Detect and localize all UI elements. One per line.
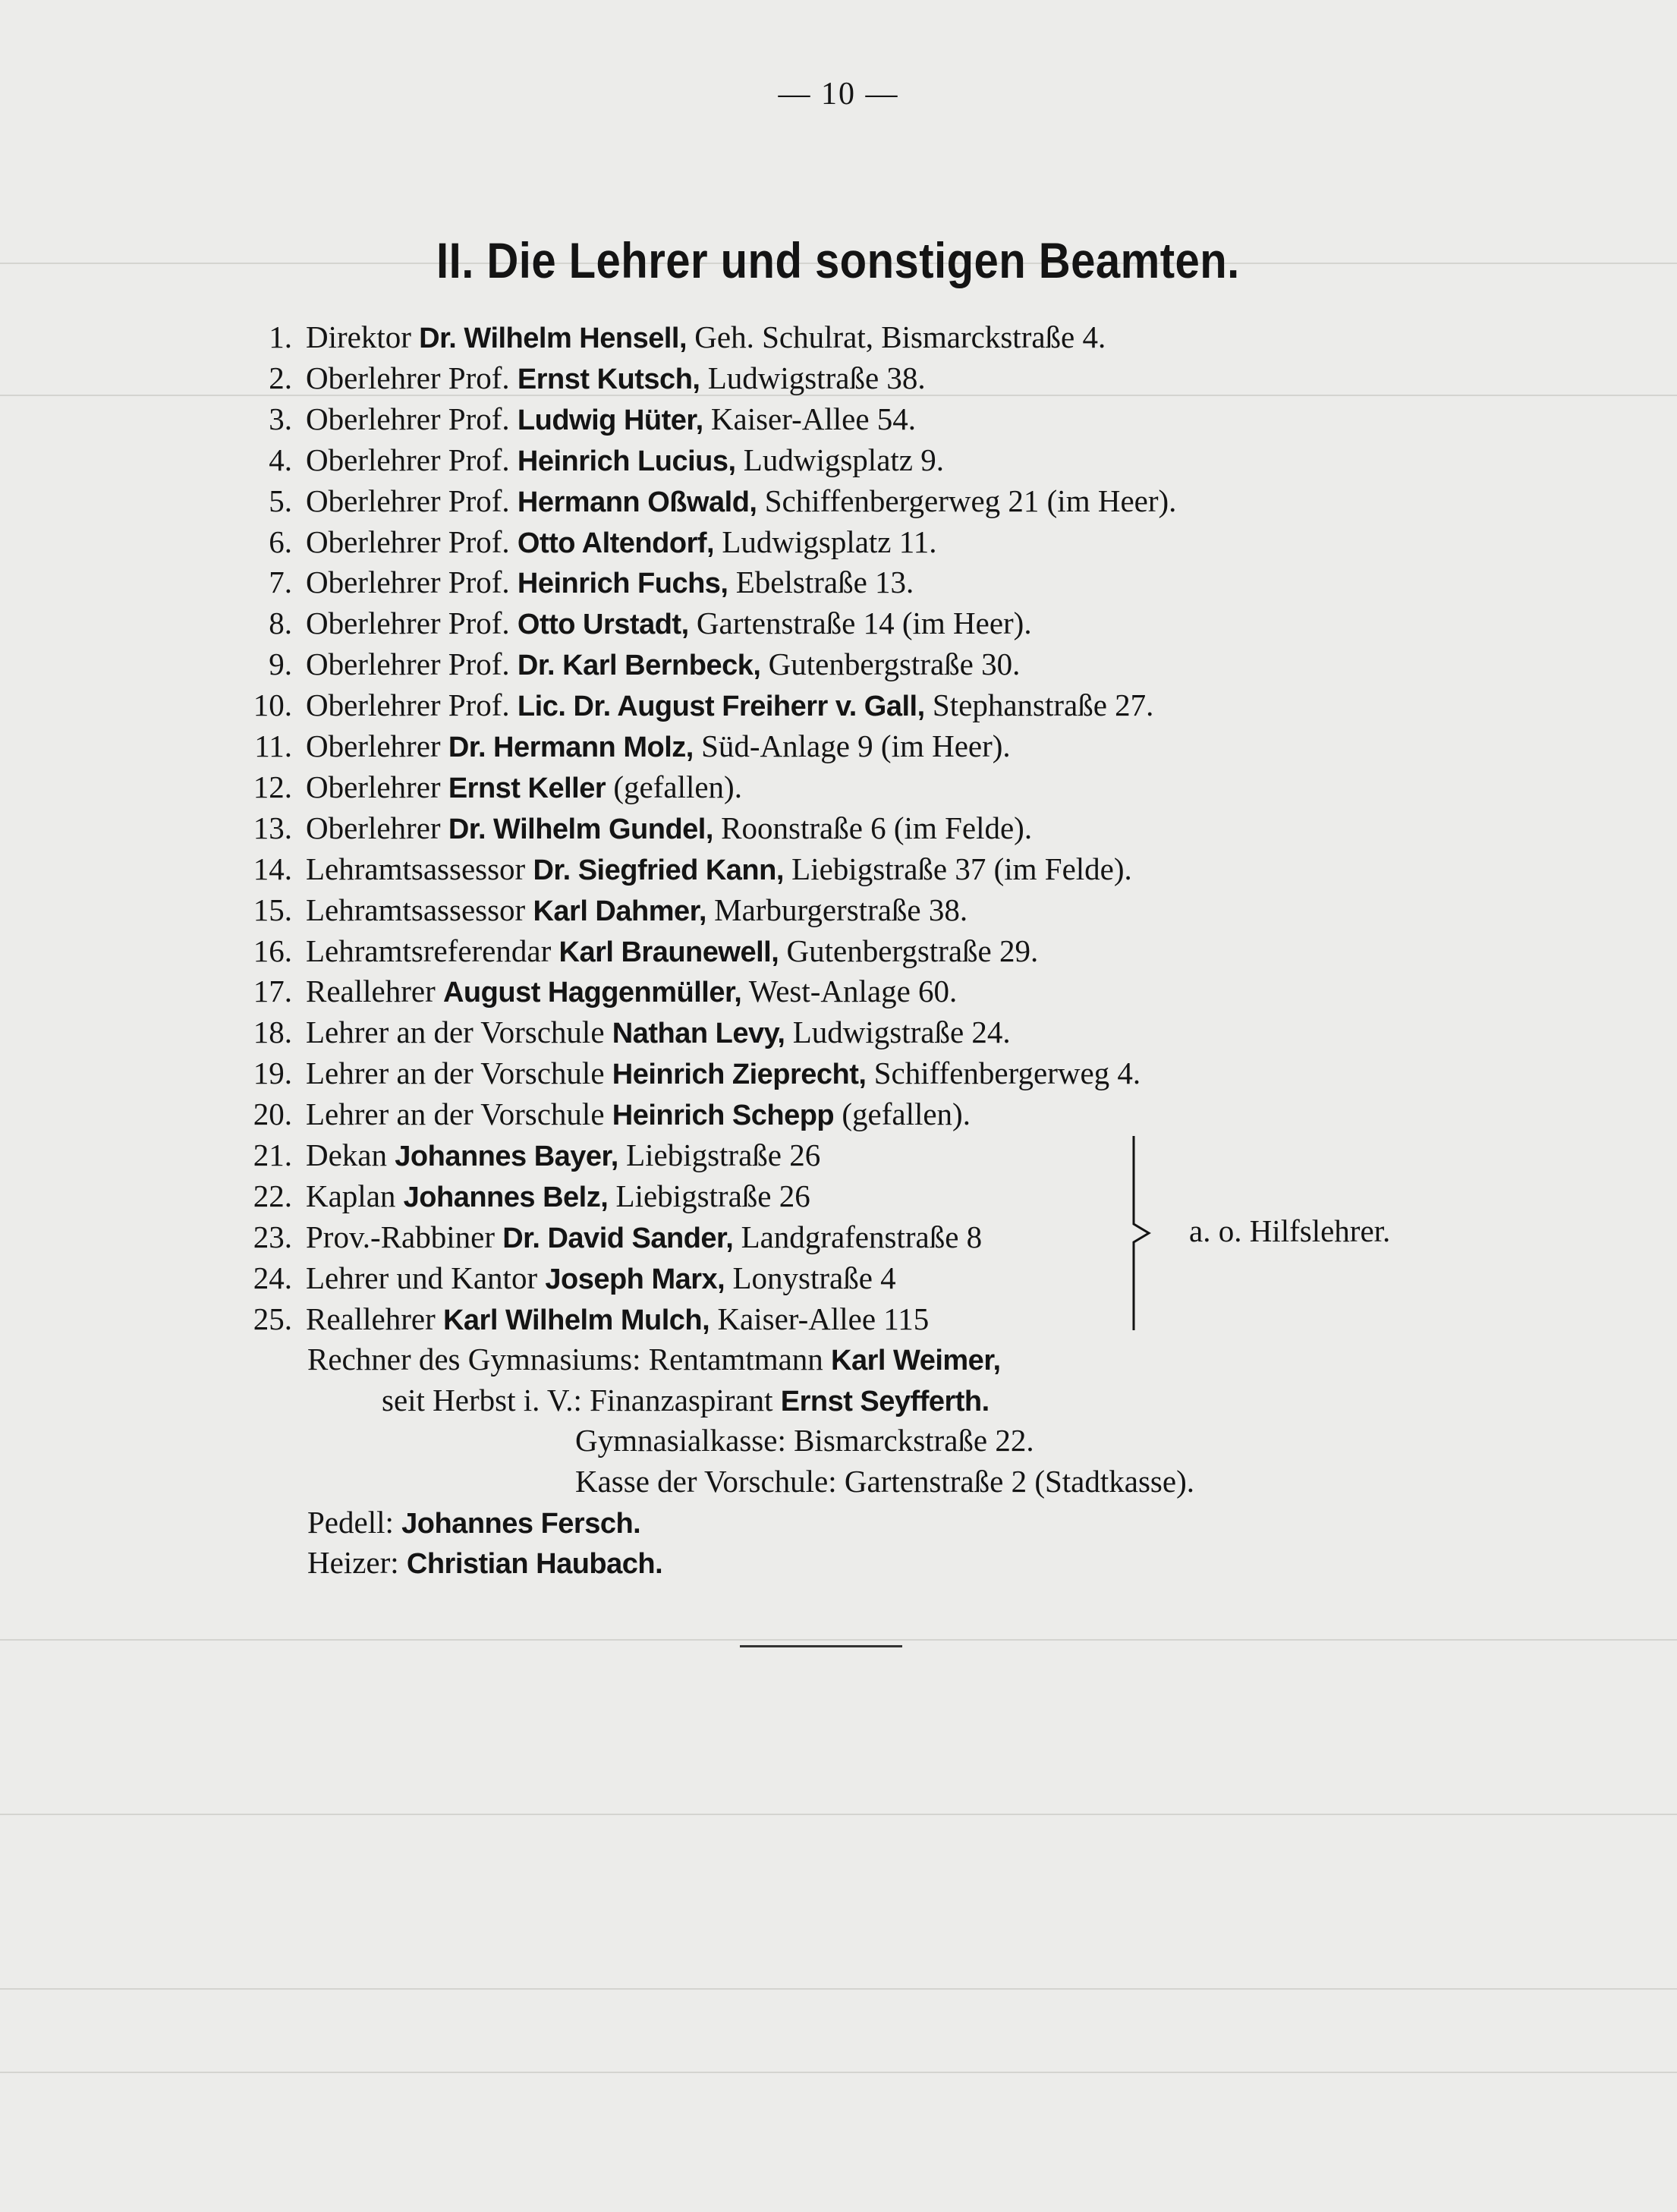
preparatory-school-cash-office: Kasse der Vorschule: Gartenstraße 2 (Stadtkasse). — [575, 1464, 1194, 1499]
staff-title: Oberlehrer Prof. — [306, 524, 510, 559]
staff-title: Oberlehrer Prof. — [306, 688, 510, 723]
staff-number: 6. — [269, 524, 292, 559]
closing-rule — [740, 1645, 902, 1647]
staff-title: Lehrer an der Vorschule — [306, 1015, 605, 1050]
staff-name: Johannes Belz, — [403, 1181, 609, 1213]
staff-title: Oberlehrer Prof. — [306, 360, 510, 395]
staff-title: Lehrer und Kantor — [306, 1260, 538, 1295]
staff-number: 12. — [253, 769, 292, 804]
staff-title: Reallehrer — [306, 1301, 436, 1336]
staff-name: Nathan Levy, — [612, 1018, 785, 1050]
brace-bracket — [1123, 1134, 1156, 1332]
bleed-through-line — [0, 2072, 1677, 2073]
staff-title: Lehrer an der Vorschule — [306, 1097, 605, 1132]
staff-title: Lehramtsreferendar — [306, 933, 552, 968]
pedell-name: Johannes Fersch. — [401, 1508, 641, 1540]
staff-number: 10. — [253, 688, 292, 723]
staff-name: Karl Wilhelm Mulch, — [442, 1304, 710, 1336]
staff-title: Oberlehrer Prof. — [306, 483, 510, 518]
staff-text — [306, 1094, 971, 1135]
staff-number: 23. — [253, 1219, 292, 1254]
cashier-line — [307, 1339, 1001, 1380]
staff-address: Süd-Anlage 9 (im Heer). — [701, 728, 1011, 763]
staff-title: Oberlehrer Prof. — [306, 401, 510, 436]
staff-number: 19. — [253, 1056, 292, 1091]
auxiliary-teachers-label: a. o. Hilfslehrer. — [1189, 1213, 1391, 1248]
staff-address: Kaiser-Allee 115 — [717, 1301, 930, 1336]
staff-number: 22. — [253, 1178, 292, 1213]
staff-text — [306, 1176, 810, 1217]
staff-name: Dr. Siegfried Kann, — [533, 854, 784, 886]
staff-name: Ernst Kutsch, — [517, 363, 700, 395]
staff-title: Dekan — [306, 1137, 388, 1172]
staff-address: Geh. Schulrat, Bismarckstraße 4. — [694, 319, 1106, 354]
staff-text — [306, 1053, 1141, 1094]
cashier-prefix: Rechner des Gymnasiums: Rentamtmann — [307, 1342, 823, 1377]
staff-address: Ludwigsplatz 9. — [743, 442, 944, 477]
staff-title: Lehramtsassessor — [306, 892, 526, 927]
bleed-through-line — [0, 1639, 1677, 1641]
staff-number: 11. — [254, 728, 292, 763]
staff-address: (gefallen). — [613, 769, 742, 804]
staff-title: Lehrer an der Vorschule — [306, 1056, 605, 1091]
staff-title: Oberlehrer — [306, 728, 441, 763]
staff-name: Lic. Dr. August Freiherr v. Gall, — [517, 691, 925, 723]
staff-title: Lehramtsassessor — [306, 851, 526, 886]
staff-name: Hermann Oßwald, — [517, 486, 757, 518]
staff-number: 4. — [269, 442, 292, 477]
staff-address: Roonstraße 6 (im Felde). — [721, 810, 1033, 845]
staff-text — [306, 849, 1132, 890]
staff-address: Ludwigstraße 38. — [707, 360, 926, 395]
staff-name: Dr. Hermann Molz, — [448, 732, 694, 763]
staff-title: Direktor — [306, 319, 411, 354]
staff-text — [306, 603, 1032, 644]
staff-title: Oberlehrer — [306, 810, 441, 845]
staff-name: Otto Altendorf, — [517, 527, 715, 559]
staff-text — [306, 808, 1032, 849]
staff-number: 24. — [253, 1260, 292, 1295]
staff-address: Liebigstraße 37 (im Felde). — [791, 851, 1132, 886]
staff-address: Ebelstraße 13. — [735, 565, 914, 600]
staff-address: Gutenbergstraße 30. — [768, 647, 1021, 682]
staff-name: Dr. Wilhelm Hensell, — [419, 323, 687, 354]
staff-name: Heinrich Zieprecht, — [612, 1059, 867, 1091]
staff-number: 17. — [253, 974, 292, 1009]
staff-address: Gartenstraße 14 (im Heer). — [696, 606, 1032, 641]
staff-number: 9. — [269, 647, 292, 682]
staff-address: Ludwigstraße 24. — [792, 1015, 1011, 1050]
staff-text — [306, 890, 968, 931]
staff-name: Dr. David Sander, — [502, 1222, 734, 1254]
bleed-through-line — [0, 1988, 1677, 1990]
staff-address: Landgrafenstraße 8 — [741, 1219, 983, 1254]
staff-text — [306, 1135, 820, 1176]
staff-address: Liebigstraße 26 — [626, 1137, 821, 1172]
deputy-cashier-prefix: seit Herbst i. V.: Finanzaspirant — [382, 1383, 773, 1418]
staff-name: Heinrich Fuchs, — [517, 568, 728, 600]
gymnasium-cash-office: Gymnasialkasse: Bismarckstraße 22. — [575, 1423, 1034, 1458]
staff-text — [306, 481, 1176, 522]
deputy-cashier-name: Ernst Seyfferth. — [780, 1386, 990, 1418]
staff-address: (gefallen). — [842, 1097, 971, 1132]
staff-address: Schiffenbergerweg 21 (im Heer). — [764, 483, 1177, 518]
staff-title: Kaplan — [306, 1178, 396, 1213]
staff-number: 14. — [253, 851, 292, 886]
staff-address: Stephanstraße 27. — [932, 688, 1154, 723]
staff-name: Ernst Keller — [448, 772, 606, 804]
staff-text — [306, 644, 1020, 685]
staff-number: 5. — [269, 483, 292, 518]
staff-address: Schiffenbergerweg 4. — [873, 1056, 1141, 1091]
staff-title: Oberlehrer Prof. — [306, 442, 510, 477]
staff-text — [306, 1258, 896, 1299]
pedell-label: Pedell: — [307, 1505, 394, 1540]
staff-text — [306, 931, 1038, 972]
deputy-cashier-line — [382, 1380, 990, 1421]
staff-name: August Haggenmüller, — [442, 977, 742, 1009]
staff-title: Prov.-Rabbiner — [306, 1219, 495, 1254]
staff-text — [306, 522, 936, 563]
staff-text — [306, 767, 742, 808]
heizer-line — [307, 1543, 662, 1584]
staff-title: Reallehrer — [306, 974, 436, 1009]
staff-number: 20. — [253, 1097, 292, 1132]
staff-name: Dr. Karl Bernbeck, — [517, 650, 761, 682]
staff-name: Otto Urstadt, — [517, 609, 689, 641]
staff-number: 21. — [253, 1137, 292, 1172]
staff-address: Lonystraße 4 — [732, 1260, 896, 1295]
staff-number: 15. — [253, 892, 292, 927]
page-number: — 10 — — [778, 77, 899, 112]
staff-title: Oberlehrer — [306, 769, 441, 804]
staff-number: 25. — [253, 1301, 292, 1336]
staff-name: Dr. Wilhelm Gundel, — [448, 813, 713, 845]
staff-address: West-Anlage 60. — [748, 974, 958, 1009]
staff-number: 2. — [269, 360, 292, 395]
heizer-label: Heizer: — [307, 1545, 399, 1580]
staff-text — [306, 1299, 929, 1340]
staff-text — [306, 1012, 1011, 1053]
staff-address: Kaiser-Allee 54. — [710, 401, 917, 436]
staff-address: Liebigstraße 26 — [615, 1178, 810, 1213]
staff-name: Heinrich Lucius, — [517, 445, 736, 477]
staff-number: 3. — [269, 401, 292, 436]
staff-text — [306, 317, 1106, 358]
staff-name: Ludwig Hüter, — [517, 404, 703, 436]
staff-number: 13. — [253, 810, 292, 845]
staff-name: Johannes Bayer, — [395, 1141, 618, 1172]
staff-number: 1. — [269, 319, 292, 354]
staff-text — [306, 562, 914, 603]
staff-text — [306, 440, 944, 481]
staff-address: Marburgerstraße 38. — [714, 892, 968, 927]
staff-address: Ludwigsplatz 11. — [722, 524, 937, 559]
staff-title: Oberlehrer Prof. — [306, 565, 510, 600]
staff-name: Joseph Marx, — [545, 1263, 725, 1295]
staff-number: 16. — [253, 933, 292, 968]
staff-number: 8. — [269, 606, 292, 641]
staff-text — [306, 1217, 982, 1258]
heizer-name: Christian Haubach. — [406, 1548, 663, 1580]
cashier-name: Karl Weimer, — [831, 1345, 1001, 1377]
staff-name: Heinrich Schepp — [612, 1100, 835, 1132]
staff-title: Oberlehrer Prof. — [306, 606, 510, 641]
staff-text — [306, 726, 1011, 767]
staff-text — [306, 971, 957, 1012]
staff-name: Karl Braunewell, — [558, 936, 779, 968]
section-title: II. Die Lehrer und sonstigen Beamten. — [436, 232, 1240, 288]
staff-number: 18. — [253, 1015, 292, 1050]
pedell-line — [307, 1502, 640, 1543]
staff-text — [306, 685, 1153, 726]
bleed-through-line — [0, 1814, 1677, 1815]
staff-title: Oberlehrer Prof. — [306, 647, 510, 682]
staff-number: 7. — [269, 565, 292, 600]
staff-address: Gutenbergstraße 29. — [786, 933, 1039, 968]
staff-text — [306, 358, 926, 399]
staff-name: Karl Dahmer, — [533, 895, 706, 927]
staff-text — [306, 399, 916, 440]
